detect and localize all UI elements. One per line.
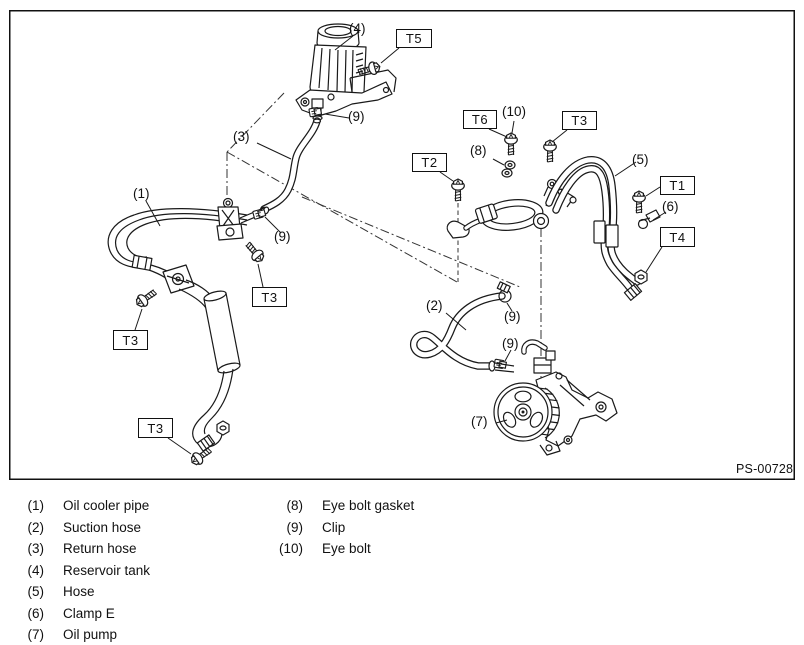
torque-callout-t3-bottom: T3 — [138, 418, 173, 438]
part-ref-6: (6) — [662, 199, 679, 214]
legend-item — [22, 538, 150, 560]
part-ref-9-inlet: (9) — [502, 336, 519, 351]
legend-item-label: Eye bolt — [322, 541, 371, 557]
legend-item — [22, 603, 150, 625]
legend-item-label: Eye bolt gasket — [322, 498, 415, 514]
legend-item-label: Oil pump — [63, 627, 118, 643]
legend-item-number: (1) — [27, 498, 44, 514]
part-ref-2: (2) — [426, 298, 443, 313]
legend-item-label: Clip — [322, 519, 346, 535]
legend-item-number: (3) — [27, 541, 44, 557]
legend-column-right — [256, 495, 414, 560]
legend-item — [22, 624, 150, 645]
legend-item — [256, 517, 414, 539]
legend-item-number: (5) — [27, 584, 44, 600]
legend-column-left — [22, 495, 150, 645]
part-ref-9-clamp: (9) — [504, 309, 521, 324]
torque-callout-t3-left-middle: T3 — [113, 330, 148, 350]
torque-callout-t3-upper: T3 — [562, 111, 597, 130]
legend-item-number: (2) — [27, 519, 44, 535]
part-ref-7: (7) — [471, 414, 488, 429]
legend-item-number: (9) — [286, 519, 303, 535]
legend-item-number: (10) — [278, 541, 303, 557]
legend-item — [22, 517, 150, 539]
torque-callout-t3-left-upper: T3 — [252, 287, 287, 307]
torque-callout-t6: T6 — [463, 110, 497, 129]
legend-item-label: Reservoir tank — [63, 562, 151, 578]
legend-item-label: Oil cooler pipe — [63, 498, 150, 514]
legend-item-label: Return hose — [63, 541, 137, 557]
part-ref-9-pipe: (9) — [274, 229, 291, 244]
legend-item — [256, 495, 414, 517]
legend-item-number: (6) — [27, 605, 44, 621]
torque-callout-t4: T4 — [660, 227, 695, 247]
legend-item-label: Suction hose — [63, 519, 142, 535]
part-ref-9-reservoir: (9) — [348, 109, 365, 124]
part-ref-10: (10) — [502, 104, 527, 119]
part-ref-1: (1) — [133, 186, 150, 201]
legend-item-label: Clamp E — [63, 605, 115, 621]
torque-callout-t2: T2 — [412, 153, 447, 172]
legend-item — [22, 495, 150, 517]
legend-item — [256, 538, 414, 560]
legend-item-number: (7) — [27, 627, 44, 643]
part-ref-4: (4) — [349, 21, 366, 36]
part-ref-5: (5) — [632, 152, 649, 167]
torque-callout-t5: T5 — [396, 29, 432, 48]
part-ref-3: (3) — [233, 129, 250, 144]
part-ref-8: (8) — [470, 143, 487, 158]
legend-item-number: (4) — [27, 562, 44, 578]
legend-item — [22, 560, 150, 582]
legend-item — [22, 581, 150, 603]
legend-item-number: (8) — [286, 498, 303, 514]
figure-code: PS-00728 — [736, 462, 794, 476]
legend-item-label: Hose — [63, 584, 95, 600]
torque-callout-t1: T1 — [660, 176, 695, 195]
